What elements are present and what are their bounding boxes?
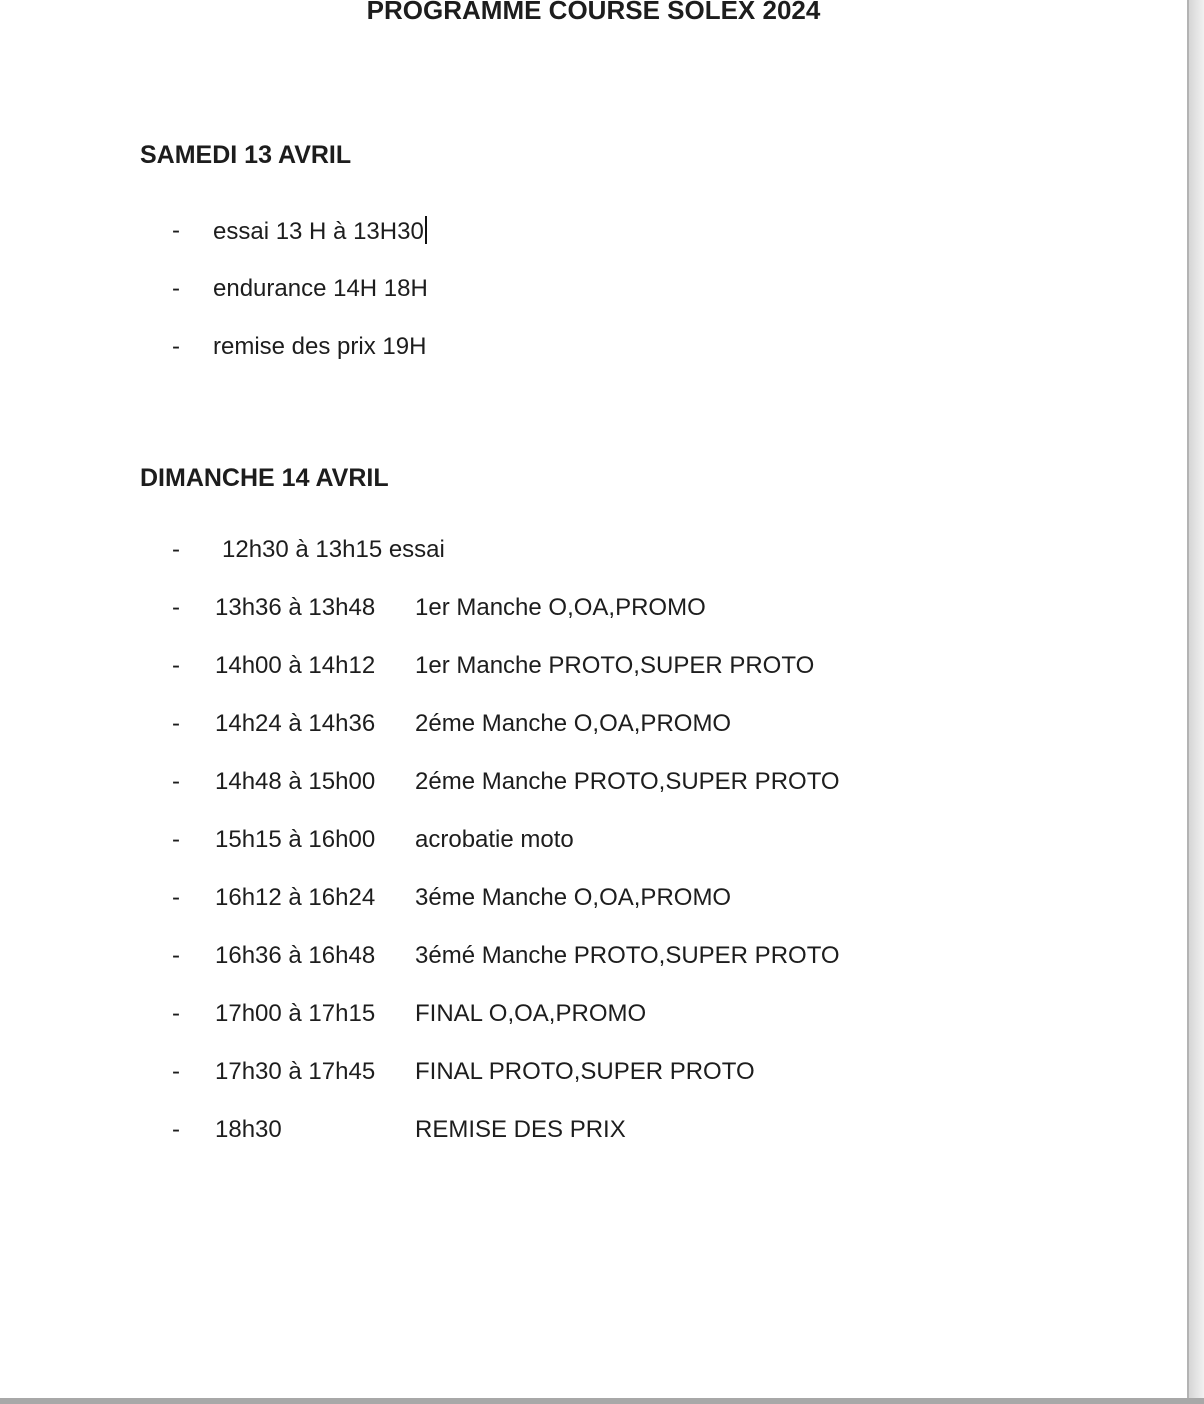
canvas-below-page — [0, 1398, 1204, 1404]
item-text: remise des prix 19H — [213, 333, 427, 360]
item-time: 14h48 à 15h00 — [215, 768, 376, 795]
bullet-dash: - — [172, 652, 180, 679]
list-item — [0, 999, 1187, 1029]
item-desc: REMISE DES PRIX — [415, 1116, 626, 1143]
list-item — [0, 593, 1187, 623]
item-desc: 1er Manche PROTO,SUPER PROTO — [415, 652, 815, 679]
section-heading-dimanche: DIMANCHE 14 AVRIL — [140, 464, 389, 492]
bullet-dash: - — [172, 1116, 180, 1143]
list-item — [0, 535, 1187, 565]
item-text: essai 13 H à 13H30 — [213, 218, 424, 245]
bullet-dash: - — [172, 1058, 180, 1085]
item-desc: 3éme Manche O,OA,PROMO — [415, 884, 732, 911]
item-time: 17h30 à 17h45 — [215, 1058, 376, 1085]
bullet-dash: - — [172, 333, 180, 360]
item-desc: FINAL PROTO,SUPER PROTO — [415, 1058, 755, 1085]
bullet-dash: - — [172, 942, 180, 969]
item-time: 12h30 à 13h15 essai — [222, 536, 445, 563]
list-item — [0, 1115, 1187, 1145]
item-time: 18h30 — [215, 1116, 282, 1143]
item-desc: acrobatie moto — [415, 826, 574, 853]
list-item — [0, 825, 1187, 855]
item-time: 14h00 à 14h12 — [215, 652, 376, 679]
item-time: 13h36 à 13h48 — [215, 594, 376, 621]
item-desc: 3émé Manche PROTO,SUPER PROTO — [415, 942, 840, 969]
section-heading-samedi: SAMEDI 13 AVRIL — [140, 141, 352, 169]
item-time: 14h24 à 14h36 — [215, 710, 376, 737]
bullet-dash: - — [172, 217, 180, 244]
item-desc: 2éme Manche O,OA,PROMO — [415, 710, 732, 737]
list-item — [0, 1057, 1187, 1087]
page-right-edge-shadow — [1187, 0, 1204, 1398]
item-desc: FINAL O,OA,PROMO — [415, 1000, 647, 1027]
list-item — [0, 216, 1187, 246]
item-desc: 2éme Manche PROTO,SUPER PROTO — [415, 768, 840, 795]
list-item — [0, 883, 1187, 913]
document-title: PROGRAMME COURSE SOLEX 2024 — [366, 0, 821, 25]
item-time: 16h36 à 16h48 — [215, 942, 376, 969]
list-item — [0, 274, 1187, 304]
bullet-dash: - — [172, 594, 180, 621]
bullet-dash: - — [172, 536, 180, 563]
text-caret-icon — [425, 216, 427, 244]
list-item — [0, 651, 1187, 681]
item-time: 17h00 à 17h15 — [215, 1000, 376, 1027]
bullet-dash: - — [172, 826, 180, 853]
item-desc: 1er Manche O,OA,PROMO — [415, 594, 706, 621]
item-time: 15h15 à 16h00 — [215, 826, 376, 853]
item-time: 16h12 à 16h24 — [215, 884, 376, 911]
list-item — [0, 767, 1187, 797]
bullet-dash: - — [172, 1000, 180, 1027]
list-item — [0, 941, 1187, 971]
bullet-dash: - — [172, 710, 180, 737]
list-item — [0, 332, 1187, 362]
bullet-dash: - — [172, 275, 180, 302]
bullet-dash: - — [172, 884, 180, 911]
item-text: endurance 14H 18H — [213, 275, 428, 302]
list-item — [0, 709, 1187, 739]
bullet-dash: - — [172, 768, 180, 795]
